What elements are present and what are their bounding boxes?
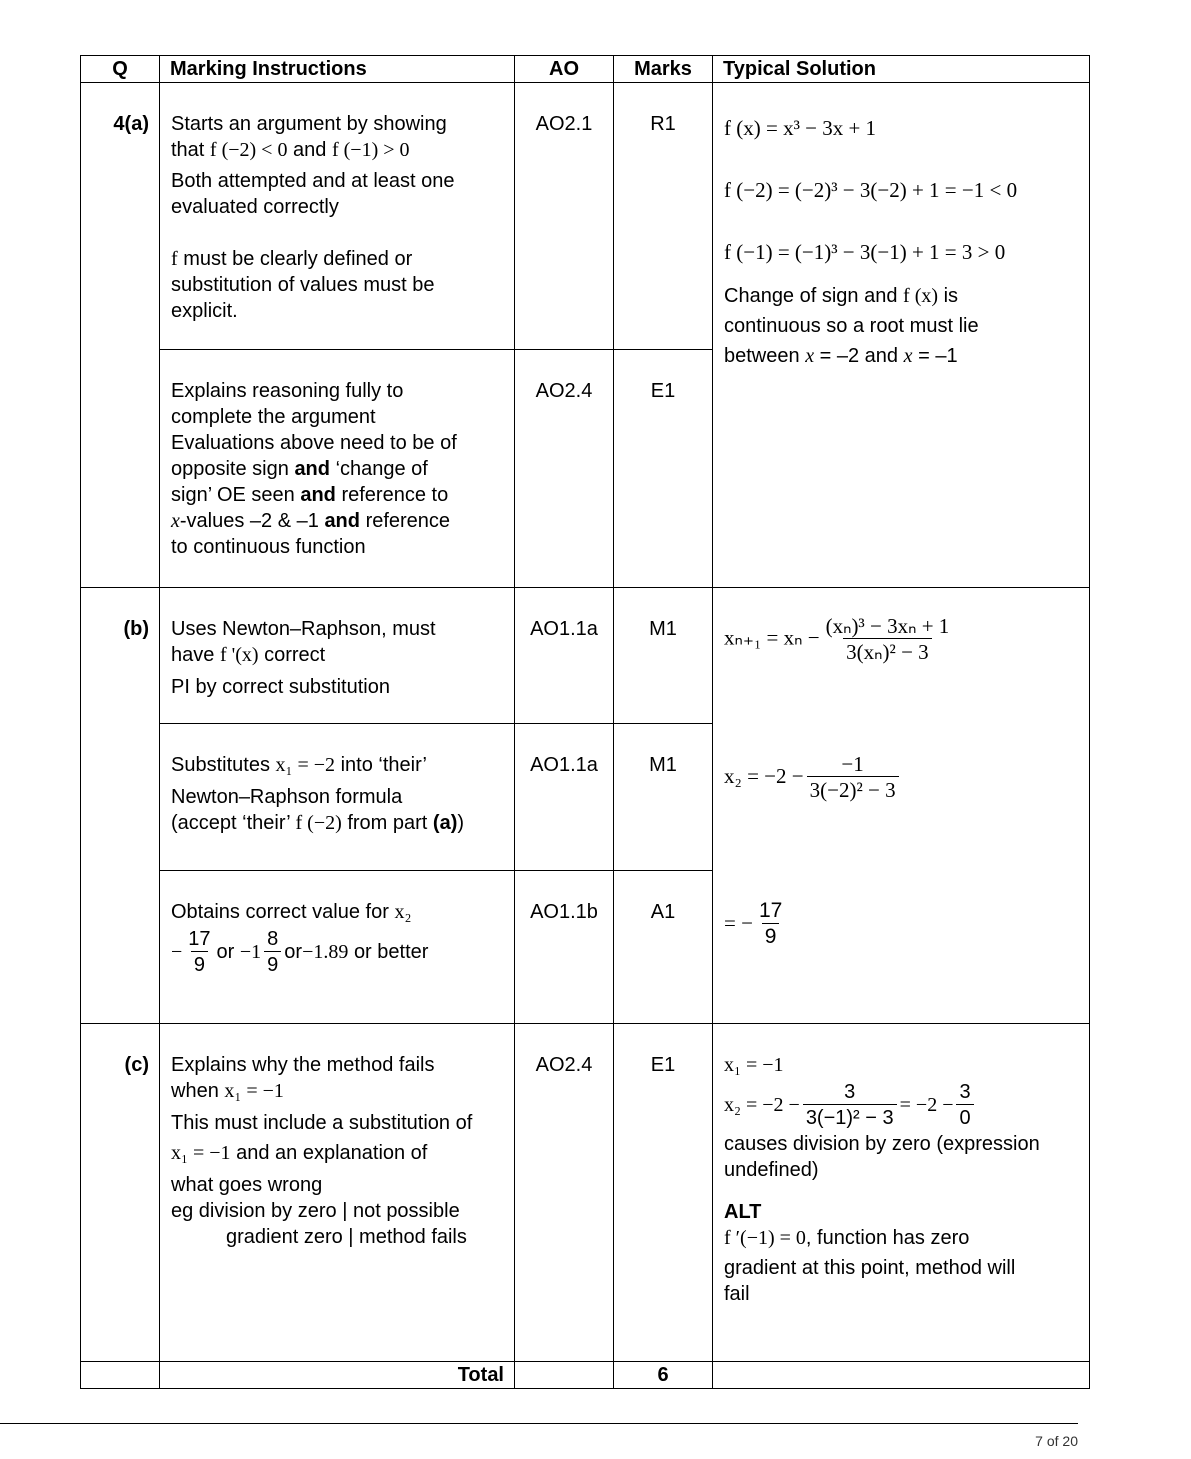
table-row bbox=[81, 1024, 1090, 1362]
question-label-blank bbox=[81, 724, 160, 871]
typical-solution: xₙ₊₁ = xₙ − $\frac{\text{(xₙ)³ − 3xₙ + 1}}{\text{3(xₙ)² − 3}}$ bbox=[713, 588, 1090, 724]
question-label: (b) bbox=[81, 588, 160, 724]
ao-code: AO2.4 bbox=[515, 1024, 614, 1362]
header-q: Q bbox=[81, 56, 160, 83]
table-row bbox=[81, 871, 1090, 1024]
header-ao: AO bbox=[515, 56, 614, 83]
mark-code: M1 bbox=[614, 588, 713, 724]
table-row bbox=[81, 83, 1090, 350]
page-number: 7 of 20 bbox=[1035, 1433, 1078, 1449]
table-row bbox=[81, 724, 1090, 871]
ao-code: AO1.1a bbox=[515, 724, 614, 871]
mark-code: E1 bbox=[614, 350, 713, 588]
marking-instruction: Uses Newton–Raphson, must have f '(x) correct PI by correct substitution bbox=[160, 588, 515, 724]
mark-code: A1 bbox=[614, 871, 713, 1024]
typical-solution: f (x) = x³ − 3x + 1 f (−2) = (−2)³ − 3(−2) + 1 = −1 < 0 f (−1) = (−1)³ − 3(−1) + 1 = 3 > 0 Change of sign and f (x) is continuous so a root must lie between x = –2 and x = –1 bbox=[713, 83, 1090, 588]
marking-instruction: Explains reasoning fully to complete the argument Evaluations above need to be of opposite sign and ‘change of sign’ OE seen and reference to x-values –2 & –1 and reference to continuous function bbox=[160, 350, 515, 588]
header-row bbox=[81, 56, 1090, 83]
mark-code: M1 bbox=[614, 724, 713, 871]
mark-code: R1 bbox=[614, 83, 713, 350]
mark-code: E1 bbox=[614, 1024, 713, 1362]
header-instructions: Marking Instructions bbox=[160, 56, 515, 83]
question-label-blank bbox=[81, 350, 160, 588]
ao-code: AO2.1 bbox=[515, 83, 614, 350]
table-row bbox=[81, 588, 1090, 724]
ao-code: AO1.1b bbox=[515, 871, 614, 1024]
typical-solution: x₂ = −2 − $\frac{-1}{\text{3(−2)² − 3}}$ bbox=[713, 724, 1090, 871]
total-label: Total bbox=[160, 1362, 515, 1389]
typical-solution: x₁ = −1 x₂ = −2 − $\frac{3}{\text{3(−1)² − 3}}$ = −2 − $\frac{3}{0}$ causes division by zero (expression undefined) ALT f ′(−1) = 0, function has zero gradient at this point, method will fail bbox=[713, 1024, 1090, 1362]
typical-solution: = − $\frac{17}{9}$ bbox=[713, 871, 1090, 1024]
total-value: 6 bbox=[614, 1362, 713, 1389]
marking-instruction: Obtains correct value for x₂ − $\frac{17}{9}$ or −1 $\frac{8}{9}$ or−1.89 or better bbox=[160, 871, 515, 1024]
total-row bbox=[81, 1362, 1090, 1389]
ao-code: AO2.4 bbox=[515, 350, 614, 588]
header-solution: Typical Solution bbox=[713, 56, 1090, 83]
footer-divider bbox=[0, 1423, 1078, 1424]
marking-instruction: Substitutes x₁ = −2 into ‘their’ Newton–Raphson formula (accept ‘their’ f (−2) from part (a)) bbox=[160, 724, 515, 871]
mark-scheme-table bbox=[80, 55, 1090, 1389]
marking-instruction: Explains why the method fails when x₁ = −1 This must include a substitution of x₁ = −1 and an explanation of what goes wrong eg division by zero | not possible gradient zero | method fails bbox=[160, 1024, 515, 1362]
question-label-blank bbox=[81, 871, 160, 1024]
marking-instruction: Starts an argument by showing that f (−2) < 0 and f (−1) > 0 Both attempted and at least one evaluated correctly f must be clearly defined or substitution of values must be explicit. bbox=[160, 83, 515, 350]
header-marks: Marks bbox=[614, 56, 713, 83]
question-label: 4(a) bbox=[81, 83, 160, 350]
question-label: (c) bbox=[81, 1024, 160, 1362]
ao-code: AO1.1a bbox=[515, 588, 614, 724]
